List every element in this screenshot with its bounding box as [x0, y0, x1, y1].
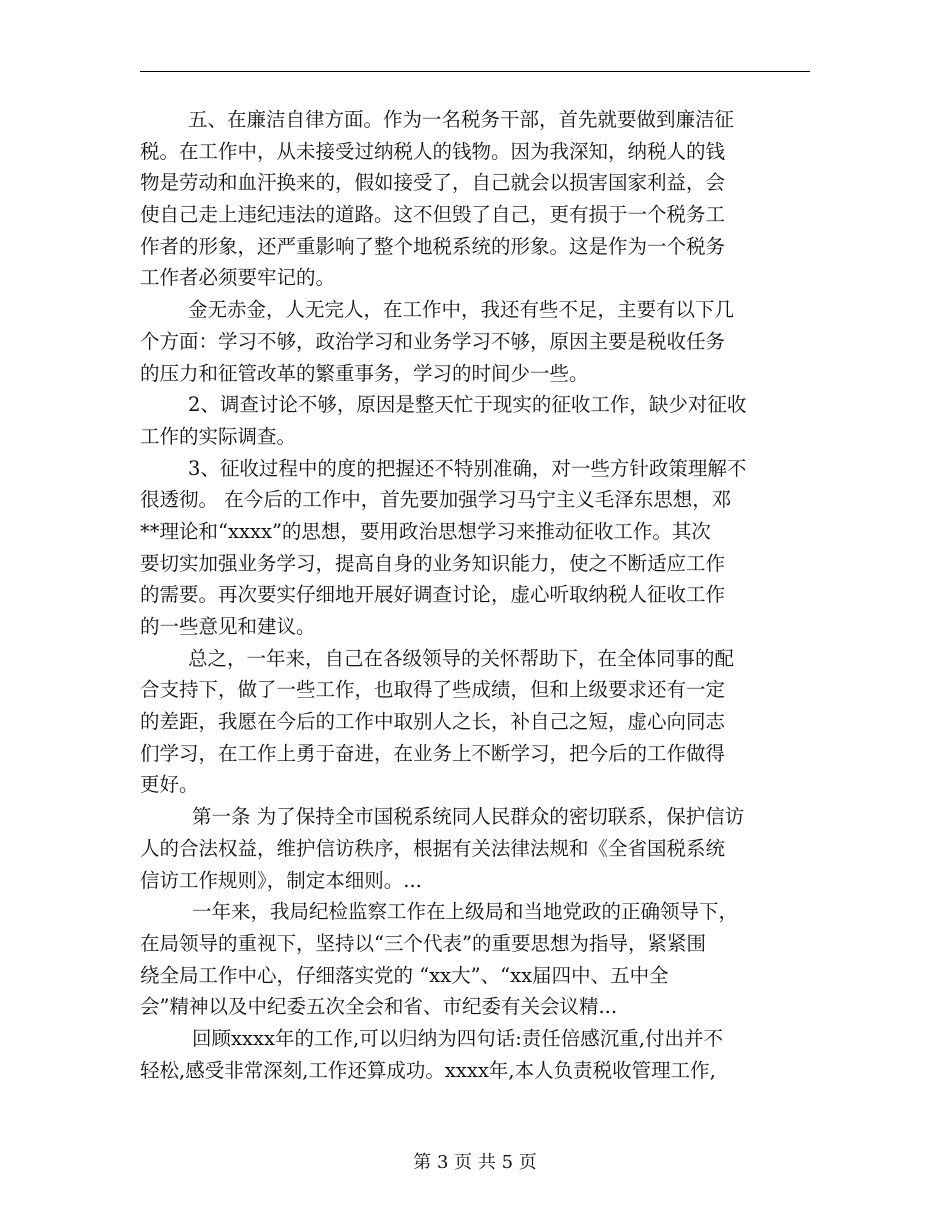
text-line: 个方面：学习不够，政治学习和业务学习不够，原因主要是税收任务 [140, 329, 726, 353]
header-rule [140, 71, 810, 72]
document-body [140, 104, 810, 1086]
text-line: 人的合法权益，维护信访秩序，根据有关法律法规和《全省国税系统 [140, 836, 726, 860]
text-line: 的一些意见和建议。 [140, 615, 316, 638]
text-line: 工作者必须要牢记的。 [140, 266, 336, 290]
text-line: 使自己走上违纪违法的道路。这不但毁了自己，更有损于一个税务工 [140, 203, 726, 227]
text-line: 工作的实际调查。 [140, 424, 297, 448]
text-line: 在局领导的重视下，坚持以“三个代表”的重要思想为指导，紧紧围 [140, 931, 706, 955]
text-line: 金无赤金，人无完人，在工作中，我还有些不足，主要有以下几 [188, 298, 735, 322]
text-line: 的压力和征管改革的繁重事务，学习的时间少一些。 [140, 361, 589, 385]
text-line: 绕全局工作中心，仔细落实党的 “xx大”、“xx届四中、五中全 [140, 963, 669, 987]
text-line: 物是劳动和血汗换来的，假如接受了，自己就会以损害国家利益，会 [140, 171, 726, 195]
text-line: 要切实加强业务学习，提高自身的业务知识能力，使之不断适应工作 [140, 551, 726, 575]
text-line: 五、在廉洁自律方面。作为一名税务干部，首先就要做到廉洁征 [188, 108, 735, 131]
text-line: 第一条 为了保持全市国税系统同人民群众的密切联系，保护信访 [192, 805, 745, 829]
text-line: 信访工作规则》，制定本细则。... [140, 868, 422, 892]
text-line: 会”精神以及中纪委五次全会和省、市纪委有关会议精... [140, 995, 618, 1019]
text-line: 一年来，我局纪检监察工作在上级局和当地党政的正确领导下， [192, 900, 739, 924]
text-line: 合支持下，做了一些工作，也取得了些成绩，但和上级要求还有一定 [140, 678, 726, 702]
text-line: 3、征收过程中的度的把握还不特别准确，对一些方针政策理解不 [188, 456, 747, 480]
text-line: 回顾xxxx年的工作,可以归纳为四句话:责任倍感沉重,付出并不 [192, 1026, 723, 1050]
text-line: 轻松,感受非常深刻,工作还算成功。xxxx年,本人负责税收管理工作, [140, 1058, 716, 1082]
text-line: 作者的形象，还严重影响了整个地税系统的形象。这是作为一个税务 [140, 234, 726, 258]
text-line: 总之，一年来，自己在各级领导的关怀帮助下，在全体同事的配 [188, 646, 735, 670]
text-line: 的需要。再次要实仔细地开展好调查讨论，虚心听取纳税人征收工作 [140, 583, 726, 607]
text-line: 的差距，我愿在今后的工作中取别人之长，补自己之短，虚心向同志 [140, 710, 726, 734]
text-line: **理论和“xxxx”的思想，要用政治思想学习来推动征收工作。其次 [140, 519, 711, 543]
text-line: 很透彻。 在今后的工作中，首先要加强学习马宁主义毛泽东思想，邓 [140, 488, 732, 512]
page-footer: 第 3 页 共 5 页 [413, 1152, 537, 1173]
text-line: 们学习，在工作上勇于奋进，在业务上不断学习，把今后的工作做得 [140, 741, 726, 765]
text-line: 更好。 [140, 773, 199, 797]
text-line: 2、调查讨论不够，原因是整天忙于现实的征收工作，缺少对征收 [188, 393, 747, 417]
text-line: 税。在工作中，从未接受过纳税人的钱物。因为我深知，纳税人的钱 [140, 139, 726, 163]
